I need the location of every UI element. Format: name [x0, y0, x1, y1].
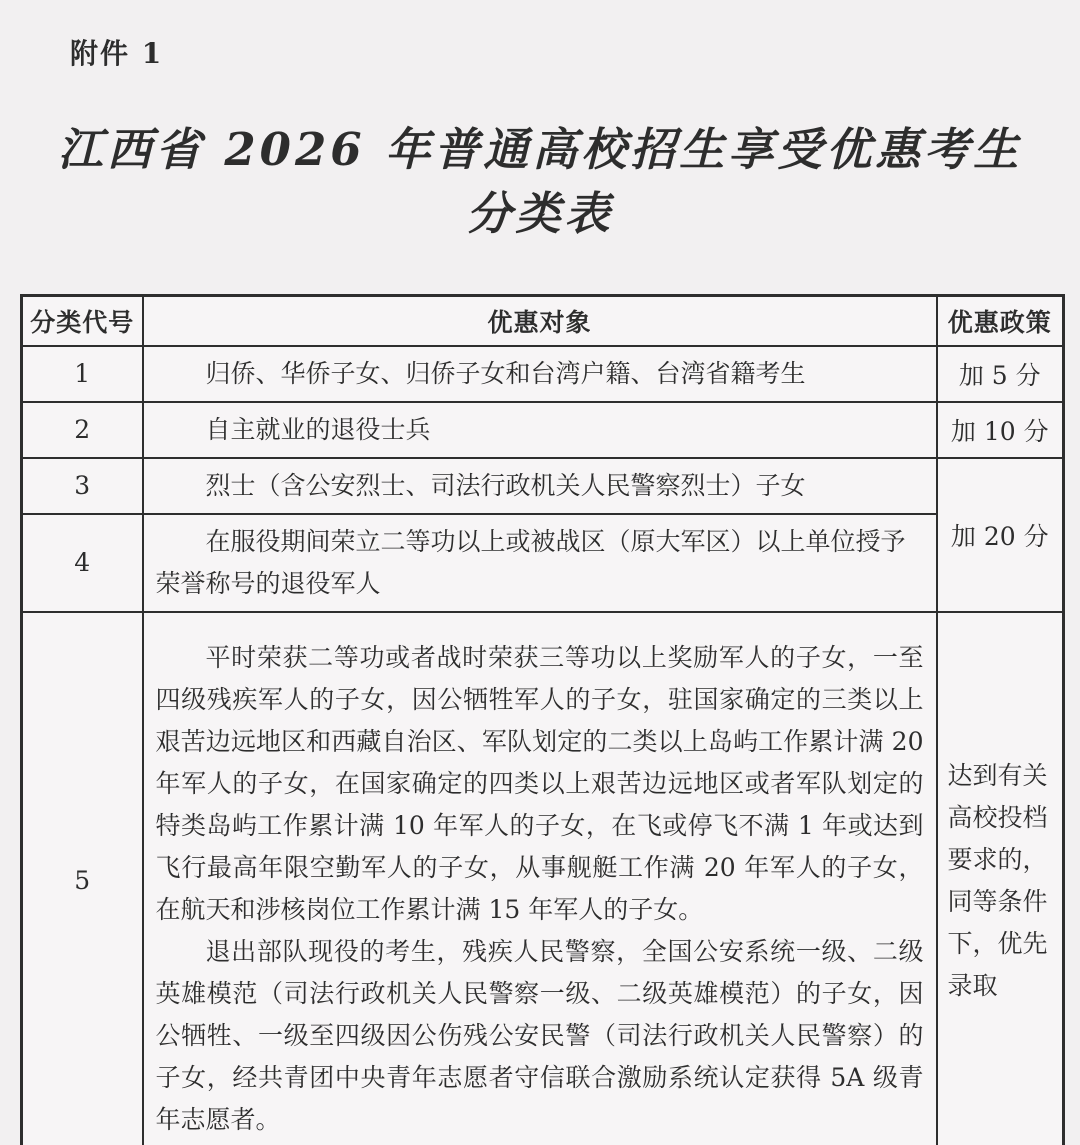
row-5-target-paragraph-1: 平时荣获二等功或者战时荣获三等功以上奖励军人的子女，一至四级残疾军人的子女，因公牺牲军人的子女，驻国家确定的三类以上艰苦边远地区和西藏自治区、军队划定的二类以上岛屿工作累计满 20 年军人的子女，在国家确定的四类以上艰苦边远地区或者军队划定的特类岛屿工作累计满 10 年军人的子女，在飞或停飞不满 1 年或达到飞行最高年限空勤军人的子女，从事舰艇工作满 20 年军人的子女，在航天和涉核岗位工作累计满 15 年军人的子女。 [155, 642, 924, 924]
document-title [0, 118, 1080, 246]
table-row-5 [22, 612, 1064, 1145]
row-5-policy: 达到有关高校投档要求的，同等条件下，优先录取 [937, 612, 1064, 1145]
row-5-target-paragraph-2: 退出部队现役的考生，残疾人民警察，全国公安系统一级、二级英雄模范（司法行政机关人民警察一级、二级英雄模范）的子女，因公牺牲、一级至四级因公伤残公安民警（司法行政机关人民警察）的子女，经共青团中央青年志愿者守信联合激励系统认定获得 5A 级青年志愿者。 [155, 936, 924, 1134]
row-4-target: 在服役期间荣立二等功以上或被战区（原大军区）以上单位授予荣誉称号的退役军人 [143, 514, 937, 612]
row-1-code: 1 [22, 346, 143, 402]
row-5-target [143, 612, 937, 1145]
row-4-code: 4 [22, 514, 143, 612]
col-header-target: 优惠对象 [143, 296, 937, 346]
attachment-label: 附件 1 [70, 37, 164, 70]
row-5-code: 5 [22, 612, 143, 1145]
row-3-target: 烈士（含公安烈士、司法行政机关人民警察烈士）子女 [143, 458, 937, 514]
row-2-target: 自主就业的退役士兵 [143, 402, 937, 458]
table-row-2 [22, 402, 1064, 458]
row-2-policy: 加 10 分 [937, 402, 1064, 458]
table-row-1 [22, 346, 1064, 402]
row-3-4-policy-merged: 加 20 分 [937, 458, 1064, 612]
row-2-code: 2 [22, 402, 143, 458]
table-row-3 [22, 458, 1064, 514]
preferential-policy-table [20, 294, 1065, 1145]
col-header-policy: 优惠政策 [937, 296, 1064, 346]
row-1-target: 归侨、华侨子女、归侨子女和台湾户籍、台湾省籍考生 [143, 346, 937, 402]
table-header-row [22, 296, 1064, 346]
document-title-line1: 江西省 2026 年普通高校招生享受优惠考生 [57, 123, 1023, 176]
document-title-line2: 分类表 [466, 187, 614, 240]
col-header-category-code: 分类代号 [22, 296, 143, 346]
row-1-policy: 加 5 分 [937, 346, 1064, 402]
table-row-4 [22, 514, 1064, 612]
row-3-code: 3 [22, 458, 143, 514]
